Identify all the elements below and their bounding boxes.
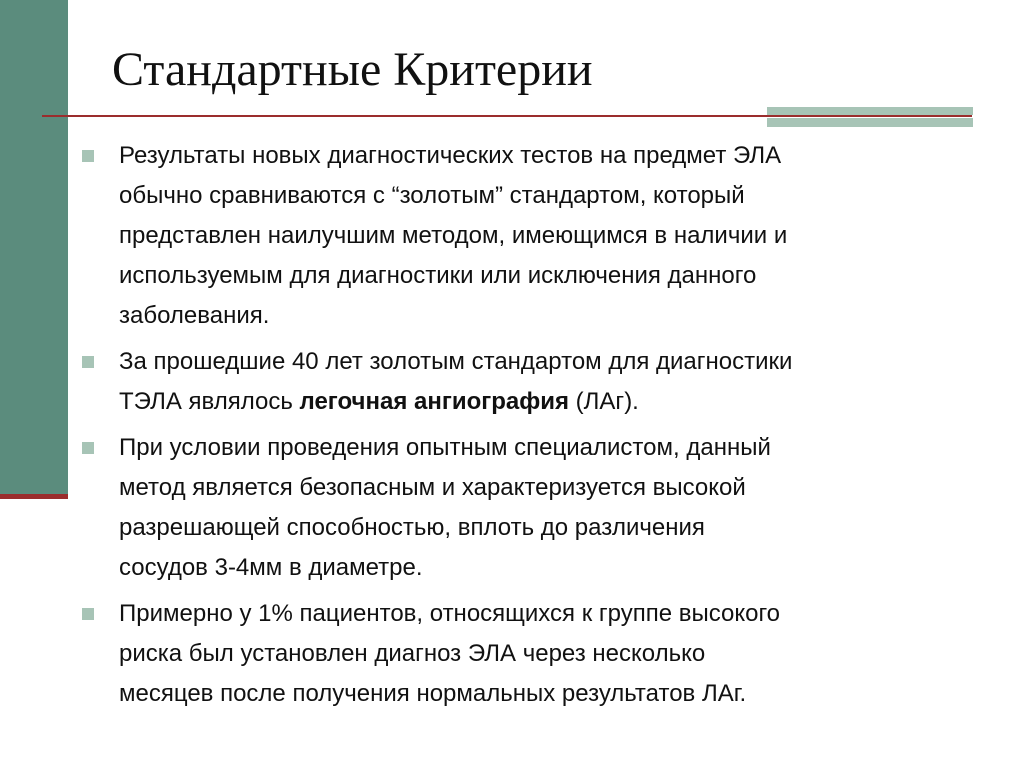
square-bullet-icon xyxy=(82,150,94,162)
bullet-text-after: (ЛАг). xyxy=(569,388,639,415)
left-decorative-bar xyxy=(0,0,68,494)
bullet-text: При условии проведения опытным специалистом, данный метод является безопасным и характеризуется высокой разрешающей способностью, вплоть до различения сосудов 3-4мм в диаметре. xyxy=(119,434,771,581)
square-bullet-icon xyxy=(82,442,94,454)
bullet-item xyxy=(82,594,962,714)
bullet-text xyxy=(119,342,962,422)
bullet-item xyxy=(82,428,962,588)
slide-title: Стандартные Критерии xyxy=(112,43,593,96)
bullet-item xyxy=(82,136,962,336)
bullet-text-before: За прошедшие 40 лет золотым стандартом для диагностики ТЭЛА являлось xyxy=(119,348,793,415)
bullet-text-bold: легочная ангиография xyxy=(299,388,570,415)
square-bullet-icon xyxy=(82,356,94,368)
square-bullet-icon xyxy=(82,608,94,620)
title-accent-bar-top xyxy=(767,107,973,115)
bullet-item xyxy=(82,342,962,422)
bullet-list xyxy=(82,136,962,720)
left-bar-underline xyxy=(0,494,68,499)
bullet-text: Результаты новых диагностических тестов на предмет ЭЛА обычно сравниваются с “золотым” стандартом, который представлен наилучшим методом, имеющимся в наличии и используемым для диагностики или исключения данного заболевания. xyxy=(119,142,788,329)
title-divider-rule xyxy=(42,115,972,117)
title-accent-bar-bottom xyxy=(767,118,973,127)
bullet-text: Примерно у 1% пациентов, относящихся к группе высокого риска был установлен диагноз ЭЛА через несколько месяцев после получения нормальных результатов ЛАг. xyxy=(119,600,781,707)
